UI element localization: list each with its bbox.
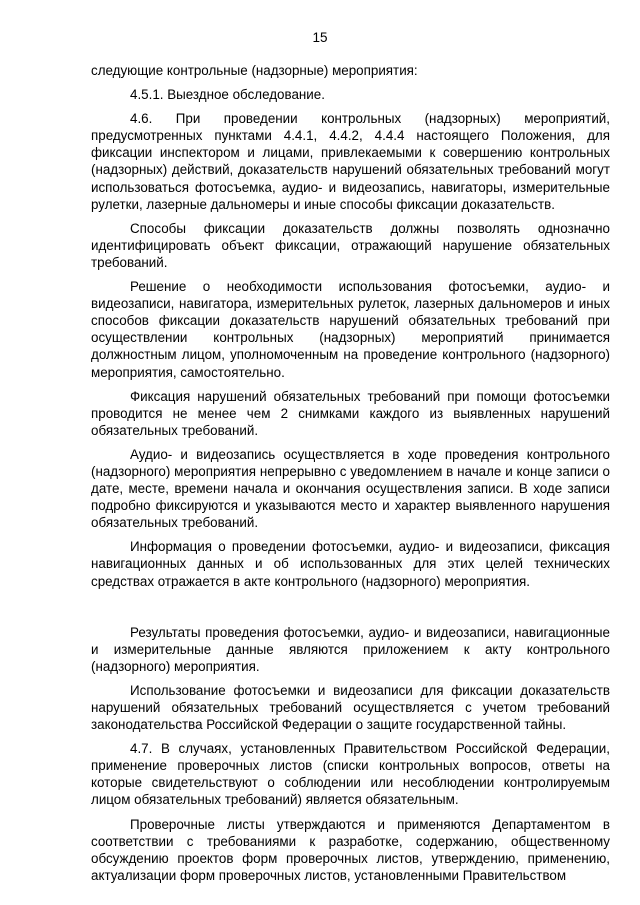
paragraph: 4.7. В случаях, установленных Правительством Российской Федерации, применение проверочных листов (списки контрольных вопросов, ответы на которые свидетельствуют о соблюдении или несоблюдении контролируемым лицом обязательных требований) является обязательным. (91, 741, 610, 808)
paragraph: 4.6. При проведении контрольных (надзорных) мероприятий, предусмотренных пунктами 4.4.1, 4.4.2, 4.4.4 настоящего Положения, для фиксации инспектором и лицами, привлекаемыми к совершению контрольных (надзорных) действий, доказательств нарушений обязательных требований могут использоваться фотосъемка, аудио- и видеозапись, навигаторы, измерительные рулетки, лазерные дальномеры и иные способы фиксации доказательств. (91, 111, 610, 212)
paragraph: Результаты проведения фотосъемки, аудио- и видеозаписи, навигационные и измерительные данные являются приложением к акту контрольного (надзорного) мероприятия. (91, 624, 610, 674)
paragraph: Использование фотосъемки и видеозаписи для фиксации доказательств нарушений обязательных требований осуществляется с учетом требований законодательства Российской Федерации о защите государственной тайны. (91, 682, 610, 733)
paragraph: Фиксация нарушений обязательных требований при помощи фотосъемки проводится не менее чем 2 снимками каждого из выявленных нарушений обязательных требований. (91, 388, 610, 438)
paragraph: Информация о проведении фотосъемки, аудио- и видеозаписи, фиксация навигационных данных и об использованных для этих целей технических средствах отражается в акте контрольного (надзорного) мероприятия. (91, 539, 610, 589)
paragraph: Аудио- и видеозапись осуществляется в ходе проведения контрольного (надзорного) мероприятия непрерывно с уведомлением в начале и конце записи о дате, месте, времени начала и окончания осуществления записи. В ходе записи подробно фиксируются и указываются место и характер выявленного нарушения обязательных требований. (91, 446, 610, 531)
document-body (91, 62, 610, 891)
paragraph: Решение о необходимости использования фотосъемки, аудио- и видеозаписи, навигатора, измерительных рулеток, лазерных дальномеров и иных способов фиксации доказательств нарушений обязательных требований при осуществлении контрольных (надзорных) мероприятий принимается должностным лицом, уполномоченным на проведение контрольного (надзорного) мероприятия, самостоятельно. (91, 279, 610, 380)
paragraph: Проверочные листы утверждаются и применяются Департаментом в соответствии с требованиями к разработке, содержанию, общественному обсуждению проектов форм проверочных листов, утверждению, применению, актуализации форм проверочных листов, установленными Правительством (91, 816, 610, 883)
paragraph: следующие контрольные (надзорные) мероприятия: (91, 63, 418, 78)
page-number: 15 (312, 30, 328, 45)
paragraph: 4.5.1. Выездное обследование. (130, 87, 325, 103)
paragraph: Способы фиксации доказательств должны позволять однозначно идентифицировать объект фиксации, отражающий нарушение обязательных требований. (91, 220, 610, 270)
